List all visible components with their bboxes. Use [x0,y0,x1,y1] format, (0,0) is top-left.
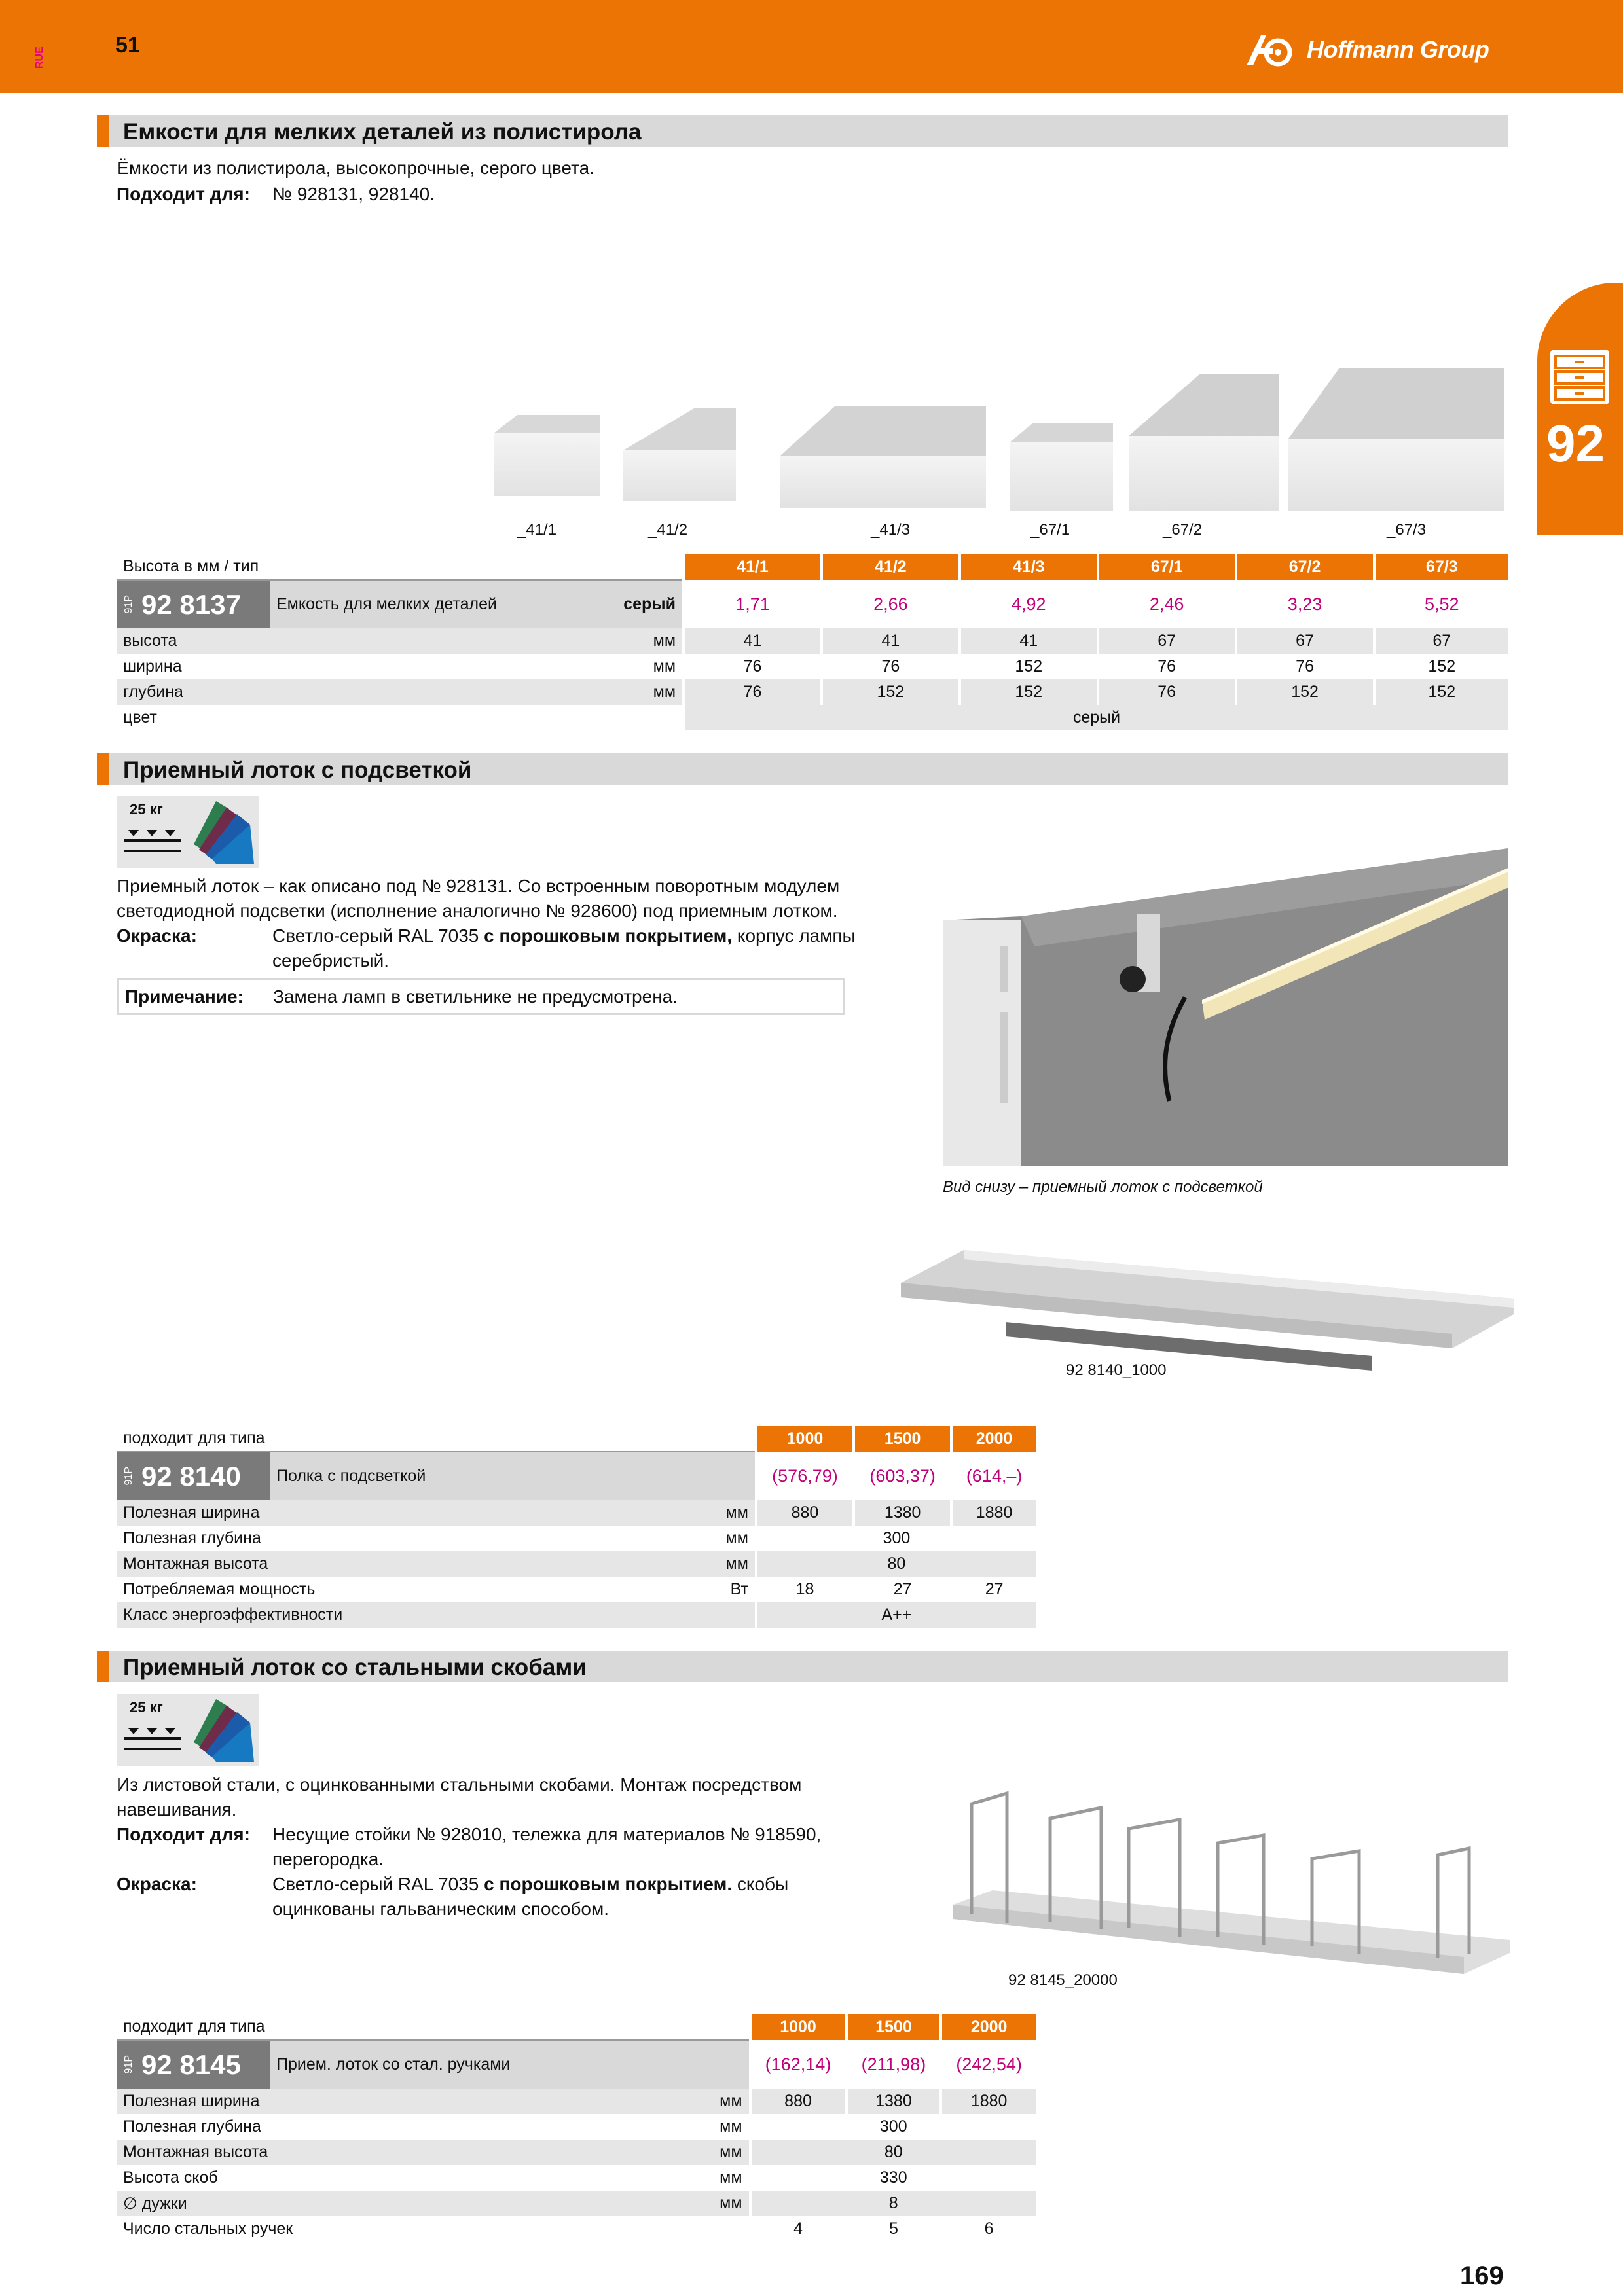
row-label: Класс энергоэффективности [117,1602,710,1628]
brand-logo [1244,31,1489,68]
row-label: ∅ дужки [117,2191,704,2216]
col-header: 41/3 [960,554,1098,580]
table-row [117,2114,1036,2140]
table-row [117,2165,1036,2191]
cell: 1880 [951,1500,1036,1526]
row-unit: мм [584,654,684,679]
row-unit: мм [710,1551,756,1577]
row-label: Монтажная высота [117,2140,704,2165]
article-description: Емкость для мелких деталей [270,580,584,628]
cell: 152 [960,654,1098,679]
section-header-lighted-tray [97,753,1508,785]
article-prefix: 91P [123,2055,134,2074]
price: 2,66 [822,580,960,628]
paint-bold: с порошковым покрытием. [484,1874,733,1894]
table-head-label: Высота в мм / тип [117,554,684,580]
spec-table-928145 [117,2014,1036,2242]
row-unit [704,2216,750,2242]
article-number: 92 8137 [141,588,241,620]
desc-line: Из листовой стали, с оцинкованными стальными скобами. Монтаж посредством [117,1774,802,1795]
feature-icons [117,796,259,868]
row-unit: мм [584,679,684,705]
hoffmann-logo-icon [1244,31,1300,68]
section-description: Ёмкости из полистирола, высокопрочные, серого цвета. [117,158,594,178]
row-label: Полезная ширина [117,1500,710,1526]
drawer-cabinet-icon [1549,348,1611,406]
price: (242,54) [941,2040,1036,2089]
section-header-containers [97,115,1508,147]
row-unit: Вт [710,1577,756,1602]
col-header: 2000 [941,2014,1036,2040]
cell: 880 [750,2089,847,2114]
row-unit: мм [704,2089,750,2114]
price: (162,14) [750,2040,847,2089]
note-value: Замена ламп в светильнике не предусмотрена. [273,986,678,1007]
row-label: глубина [117,679,584,705]
cell: 76 [1098,654,1236,679]
col-header: 1000 [750,2014,847,2040]
cell: 152 [1374,679,1508,705]
row-label: Высота скоб [117,2165,704,2191]
color-swatches-icon [190,798,255,865]
table-row [117,1500,1036,1526]
paint-bold: с порошковым покрытием, [484,925,733,946]
merged-cell: 80 [756,1551,1036,1577]
cell: 76 [1236,654,1374,679]
row-label: Полезная ширина [117,2089,704,2114]
row-label: Полезная глубина [117,2114,704,2140]
language-code: RUE [34,46,45,69]
img-caption-41-1: _41/1 [517,521,557,539]
merged-cell: серый [684,705,1508,730]
cell: 27 [854,1577,951,1602]
price: 1,71 [684,580,822,628]
cell: 41 [822,628,960,654]
load-icon [122,1725,185,1758]
paint-text: Светло-серый RAL 7035 [272,1874,484,1894]
cell: 5 [847,2216,941,2242]
col-header: 1000 [756,1426,854,1452]
row-label: Монтажная высота [117,1551,710,1577]
section-marker [97,753,109,785]
fits-value: перегородка. [272,1849,384,1869]
bracket-tray-image [953,1785,1510,1975]
row-label: Полезная глубина [117,1526,710,1551]
article-prefix: 91P [123,595,134,614]
photo-caption: Вид снизу – приемный лоток с подсветкой [943,1178,1263,1196]
table-row [117,1526,1036,1551]
paint-line [117,1872,821,1897]
col-header: 41/1 [684,554,822,580]
paint-line [117,924,856,948]
img-caption: 92 8140_1000 [1066,1361,1167,1379]
paint-text: оцинкованы гальваническим способом. [272,1899,610,1919]
fits-value: № 928131, 928140. [272,184,435,204]
row-unit [710,1602,756,1628]
price: 4,92 [960,580,1098,628]
fits-label: Подходит для: [117,184,250,204]
load-capacity: 25 кг [130,801,163,817]
article-number: 92 8140 [141,1460,241,1492]
cell: 152 [822,679,960,705]
img-caption-67-2: _67/2 [1163,521,1203,539]
cell: 67 [1236,628,1374,654]
row-unit: мм [710,1500,756,1526]
table-head-label: подходит для типа [117,1426,756,1452]
col-header: 67/3 [1374,554,1508,580]
price: 2,46 [1098,580,1236,628]
merged-cell: 300 [756,1526,1036,1551]
row-label: ширина [117,654,584,679]
paint-text: корпус лампы [732,925,856,946]
cell: 67 [1098,628,1236,654]
row-label: Число стальных ручек [117,2216,704,2242]
price: (603,37) [854,1452,951,1500]
brand-name: Hoffmann Group [1307,36,1489,63]
lighted-shelf-image [901,1245,1514,1376]
section-title: Приемный лоток с подсветкой [123,757,472,783]
col-header: 67/2 [1236,554,1374,580]
feature-icons [117,1694,259,1766]
cell: 4 [750,2216,847,2242]
row-unit: мм [704,2140,750,2165]
table-row [117,628,1508,654]
table-row [117,1577,1036,1602]
article-description: Полка с подсветкой [270,1452,756,1500]
table-row [117,2140,1036,2165]
spec-table-928137 [117,554,1508,730]
paint-text: Светло-серый RAL 7035 [272,925,484,946]
paint-text: серебристый. [272,950,390,971]
cell: 76 [1098,679,1236,705]
article-number-cell[interactable] [117,1452,270,1500]
note-box [117,978,845,1015]
table-row [117,2089,1036,2114]
img-caption-41-2: _41/2 [648,521,688,539]
cell: 152 [1374,654,1508,679]
row-label: цвет [117,705,684,730]
desc-line: светодиодной подсветки (исполнение аналогично № 928600) под приемным лотком. [117,901,838,921]
lighted-tray-photo [943,848,1508,1166]
table-row [117,2216,1036,2242]
page-number-top: 51 [115,33,140,58]
article-prefix: 91P [123,1467,134,1486]
cell: 152 [1236,679,1374,705]
load-icon [122,827,185,860]
fits-value: Несущие стойки № 928010, тележка для материалов № 918590, [272,1824,822,1844]
spec-table-928140 [117,1426,1036,1628]
containers-image [484,360,1519,511]
cell: 41 [960,628,1098,654]
section-marker [97,115,109,147]
price: (614,–) [951,1452,1036,1500]
fits-line [117,1822,821,1847]
table-row [117,1602,1036,1628]
table-row [117,1551,1036,1577]
table-row [117,2191,1036,2216]
article-number: 92 8145 [141,2049,241,2080]
cell: 152 [960,679,1098,705]
merged-cell: 330 [750,2165,1036,2191]
cell: 880 [756,1500,854,1526]
row-unit: мм [584,628,684,654]
note-label: Примечание: [125,986,244,1007]
paint-text: скобы [732,1874,789,1894]
row-unit: мм [704,2165,750,2191]
section-marker [97,1651,109,1682]
article-number-cell[interactable] [117,580,270,628]
article-description: Прием. лоток со стал. ручками [270,2040,750,2089]
section-title: Емкости для мелких деталей из полистирола [123,119,642,145]
merged-cell: A++ [756,1602,1036,1628]
merged-cell: 80 [750,2140,1036,2165]
col-header: 2000 [951,1426,1036,1452]
desc-line: навешивания. [117,1799,237,1820]
col-header: 41/2 [822,554,960,580]
row-label: высота [117,628,584,654]
table-head-label: подходит для типа [117,2014,750,2040]
img-caption: 92 8145_20000 [1008,1971,1118,1989]
img-caption-41-3: _41/3 [871,521,911,539]
chapter-tab[interactable] [1537,283,1623,535]
desc-line: Приемный лоток – как описано под № 928131. Со встроенным поворотным модулем [117,876,840,896]
price: (211,98) [847,2040,941,2089]
fits-line [117,182,435,207]
cell: 76 [684,679,822,705]
table-row [117,705,1508,730]
col-header: 67/1 [1098,554,1236,580]
chapter-number: 92 [1546,414,1605,473]
row-unit: мм [710,1526,756,1551]
fits-label: Подходит для: [117,1824,250,1844]
img-caption-67-1: _67/1 [1030,521,1070,539]
cell: 1880 [941,2089,1036,2114]
page-number: 169 [1460,2261,1504,2290]
paint-label: Окраска: [117,925,197,946]
table-row [117,679,1508,705]
cell: 76 [684,654,822,679]
price: 3,23 [1236,580,1374,628]
merged-cell: 300 [750,2114,1036,2140]
color-swatches-icon [190,1696,255,1763]
merged-cell: 8 [750,2191,1036,2216]
paint-label: Окраска: [117,1874,197,1894]
article-variant: серый [584,580,684,628]
cell: 1380 [854,1500,951,1526]
table-row [117,654,1508,679]
section-title: Приемный лоток со стальными скобами [123,1655,587,1680]
cell: 1380 [847,2089,941,2114]
article-number-cell[interactable] [117,2040,270,2089]
load-capacity: 25 кг [130,1699,163,1715]
col-header: 1500 [854,1426,951,1452]
cell: 41 [684,628,822,654]
cell: 18 [756,1577,854,1602]
price: 5,52 [1374,580,1508,628]
row-label: Потребляемая мощность [117,1577,710,1602]
cell: 76 [822,654,960,679]
section-description [117,874,856,973]
cell: 67 [1374,628,1508,654]
section-description [117,1772,821,1922]
section-header-steel-brackets [97,1651,1508,1682]
row-unit: мм [704,2191,750,2216]
row-unit: мм [704,2114,750,2140]
cell: 27 [951,1577,1036,1602]
cell: 6 [941,2216,1036,2242]
col-header: 1500 [847,2014,941,2040]
price: (576,79) [756,1452,854,1500]
img-caption-67-3: _67/3 [1387,521,1427,539]
